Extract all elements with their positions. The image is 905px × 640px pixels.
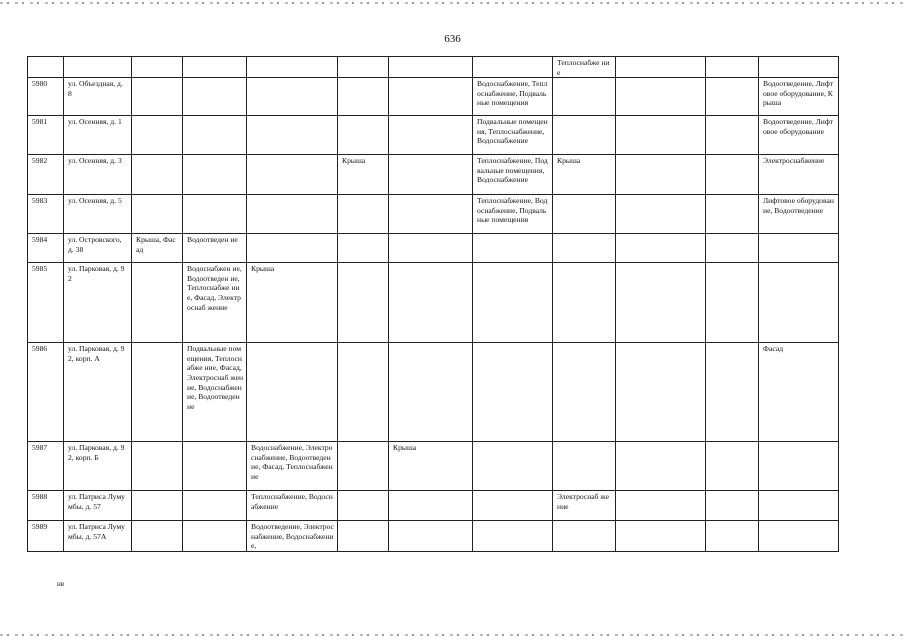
header-cell (132, 57, 183, 78)
work-type-cell (553, 234, 616, 263)
work-type-cell (132, 155, 183, 195)
work-type-cell (338, 116, 389, 155)
work-type-cell (338, 442, 389, 491)
header-cell (473, 57, 553, 78)
work-type-cell (616, 195, 706, 234)
row-number-cell: 5989 (28, 521, 64, 552)
header-cell (338, 57, 389, 78)
header-cell (706, 57, 759, 78)
work-type-cell (389, 78, 473, 116)
table-row (28, 521, 839, 552)
work-type-cell (389, 263, 473, 343)
work-type-cell (132, 491, 183, 521)
work-type-cell (553, 343, 616, 442)
work-type-cell (338, 491, 389, 521)
address-cell: ул. Парковая, д. 92, корп. Б (64, 442, 132, 491)
address-cell: ул. Патриса Лумумбы, д. 57А (64, 521, 132, 552)
work-type-cell (338, 195, 389, 234)
table-row (28, 78, 839, 116)
row-number-cell: 5987 (28, 442, 64, 491)
work-type-cell (616, 116, 706, 155)
work-type-cell (338, 263, 389, 343)
work-type-cell: Теплоснабжение, Водоснабжение (247, 491, 338, 521)
work-type-cell (132, 343, 183, 442)
work-type-cell: Подвальные помещения, Теплоснабжение, Водоснабжение (473, 116, 553, 155)
work-type-cell (247, 116, 338, 155)
work-type-cell (389, 343, 473, 442)
work-type-cell (759, 263, 839, 343)
work-type-cell (247, 78, 338, 116)
table-header-row (28, 57, 839, 78)
work-type-cell: Водоснабжение, Электроснабжение, Водоотведение, Фасад, Теплоснабжение (247, 442, 338, 491)
header-cell: Теплоснабже ние (553, 57, 616, 78)
address-cell: ул. Осенняя, д. 3 (64, 155, 132, 195)
work-type-cell (706, 343, 759, 442)
work-type-cell (338, 234, 389, 263)
work-type-cell (553, 263, 616, 343)
work-type-cell (553, 116, 616, 155)
header-cell (183, 57, 247, 78)
work-type-cell (759, 442, 839, 491)
work-type-cell (389, 116, 473, 155)
table-row (28, 442, 839, 491)
work-type-cell (132, 116, 183, 155)
row-number-cell: 5983 (28, 195, 64, 234)
header-cell (64, 57, 132, 78)
work-type-cell: Теплоснабжение, Водоснабжение, Подвальные помещения (473, 195, 553, 234)
table-row (28, 234, 839, 263)
work-type-cell (706, 155, 759, 195)
work-type-cell (132, 521, 183, 552)
address-cell: ул. Парковая, д. 92 (64, 263, 132, 343)
work-type-cell (759, 491, 839, 521)
work-type-cell (616, 234, 706, 263)
work-type-cell (706, 116, 759, 155)
work-type-cell (706, 491, 759, 521)
work-type-cell (183, 521, 247, 552)
work-type-cell (616, 155, 706, 195)
work-type-cell (616, 263, 706, 343)
work-type-cell (247, 343, 338, 442)
address-cell: ул. Патриса Лумумбы, д. 57 (64, 491, 132, 521)
row-number-cell: 5986 (28, 343, 64, 442)
work-type-cell (473, 343, 553, 442)
work-type-cell (132, 195, 183, 234)
work-type-cell (473, 263, 553, 343)
table-row (28, 491, 839, 521)
row-number-cell: 5984 (28, 234, 64, 263)
work-type-cell (389, 155, 473, 195)
register-table (27, 56, 839, 552)
work-type-cell (473, 442, 553, 491)
work-type-cell: Крыша (389, 442, 473, 491)
work-type-cell (132, 442, 183, 491)
work-type-cell (247, 234, 338, 263)
work-type-cell (338, 343, 389, 442)
work-type-cell (616, 343, 706, 442)
address-cell: ул. Объездная, д. 8 (64, 78, 132, 116)
row-number-cell: 5985 (28, 263, 64, 343)
work-type-cell: Крыша, Фасад (132, 234, 183, 263)
work-type-cell (389, 521, 473, 552)
header-cell (616, 57, 706, 78)
table-row (28, 343, 839, 442)
work-type-cell (616, 78, 706, 116)
work-type-cell (759, 234, 839, 263)
address-cell: ул. Островского, д. 38 (64, 234, 132, 263)
work-type-cell: Крыша (553, 155, 616, 195)
work-type-cell: Водоотведение, Лифтовое оборудование (759, 116, 839, 155)
address-cell: ул. Парковая, д. 92, корп. А (64, 343, 132, 442)
work-type-cell: Подвальные помещения, Теплоснабже ние, Фасад, Электроснаб жение, Водоснабжен ие, Водоотведен ие (183, 343, 247, 442)
work-type-cell: Водоотведение, Лифтовое оборудование, Крыша (759, 78, 839, 116)
table-row (28, 116, 839, 155)
row-number-cell: 5980 (28, 78, 64, 116)
row-number-cell: 5982 (28, 155, 64, 195)
work-type-cell (553, 442, 616, 491)
work-type-cell (247, 155, 338, 195)
work-type-cell: Электроснабжение (759, 155, 839, 195)
work-type-cell: Электроснаб жение (553, 491, 616, 521)
work-type-cell (706, 234, 759, 263)
work-type-cell (706, 195, 759, 234)
work-type-cell: Фасад (759, 343, 839, 442)
work-type-cell: Крыша (338, 155, 389, 195)
header-cell (247, 57, 338, 78)
work-type-cell (553, 195, 616, 234)
work-type-cell (183, 491, 247, 521)
register-table-body (28, 57, 839, 552)
work-type-cell: Водоотведение, Электроснабжение, Водоснабжение, (247, 521, 338, 552)
work-type-cell (183, 78, 247, 116)
work-type-cell (616, 442, 706, 491)
table-row (28, 195, 839, 234)
work-type-cell (338, 78, 389, 116)
row-number-cell: 5988 (28, 491, 64, 521)
work-type-cell (706, 442, 759, 491)
work-type-cell (247, 195, 338, 234)
work-type-cell (553, 78, 616, 116)
work-type-cell (706, 78, 759, 116)
work-type-cell (759, 521, 839, 552)
work-type-cell (473, 234, 553, 263)
work-type-cell: Крыша (247, 263, 338, 343)
work-type-cell (706, 263, 759, 343)
work-type-cell: Теплоснабжение, Подвальные помещения, Водоснабжение (473, 155, 553, 195)
work-type-cell (132, 263, 183, 343)
work-type-cell (338, 521, 389, 552)
work-type-cell (553, 521, 616, 552)
work-type-cell (616, 521, 706, 552)
header-cell (389, 57, 473, 78)
header-cell (759, 57, 839, 78)
header-cell (28, 57, 64, 78)
work-type-cell (183, 195, 247, 234)
table-row (28, 263, 839, 343)
work-type-cell (616, 491, 706, 521)
page-number: 636 (444, 33, 461, 45)
work-type-cell (389, 234, 473, 263)
scan-edge-top (0, 2, 905, 4)
address-cell: ул. Осенняя, д. 1 (64, 116, 132, 155)
work-type-cell (706, 521, 759, 552)
work-type-cell: Лифтовое оборудование, Водоотведение (759, 195, 839, 234)
scan-edge-bottom (0, 634, 905, 636)
work-type-cell: Водоснабжение, Теплоснабжение, Подвальные помещения (473, 78, 553, 116)
footer-mark: нв (57, 580, 65, 588)
work-type-cell (473, 521, 553, 552)
address-cell: ул. Осенняя, д. 5 (64, 195, 132, 234)
work-type-cell (473, 491, 553, 521)
work-type-cell (183, 442, 247, 491)
work-type-cell: Водоотведен ие (183, 234, 247, 263)
work-type-cell (183, 155, 247, 195)
work-type-cell (389, 195, 473, 234)
row-number-cell: 5981 (28, 116, 64, 155)
table-row (28, 155, 839, 195)
work-type-cell (132, 78, 183, 116)
work-type-cell (389, 491, 473, 521)
work-type-cell (183, 116, 247, 155)
work-type-cell: Водоснабжен ие, Водоотведен ие, Теплоснабже ние, Фасад, Электроснаб жение (183, 263, 247, 343)
